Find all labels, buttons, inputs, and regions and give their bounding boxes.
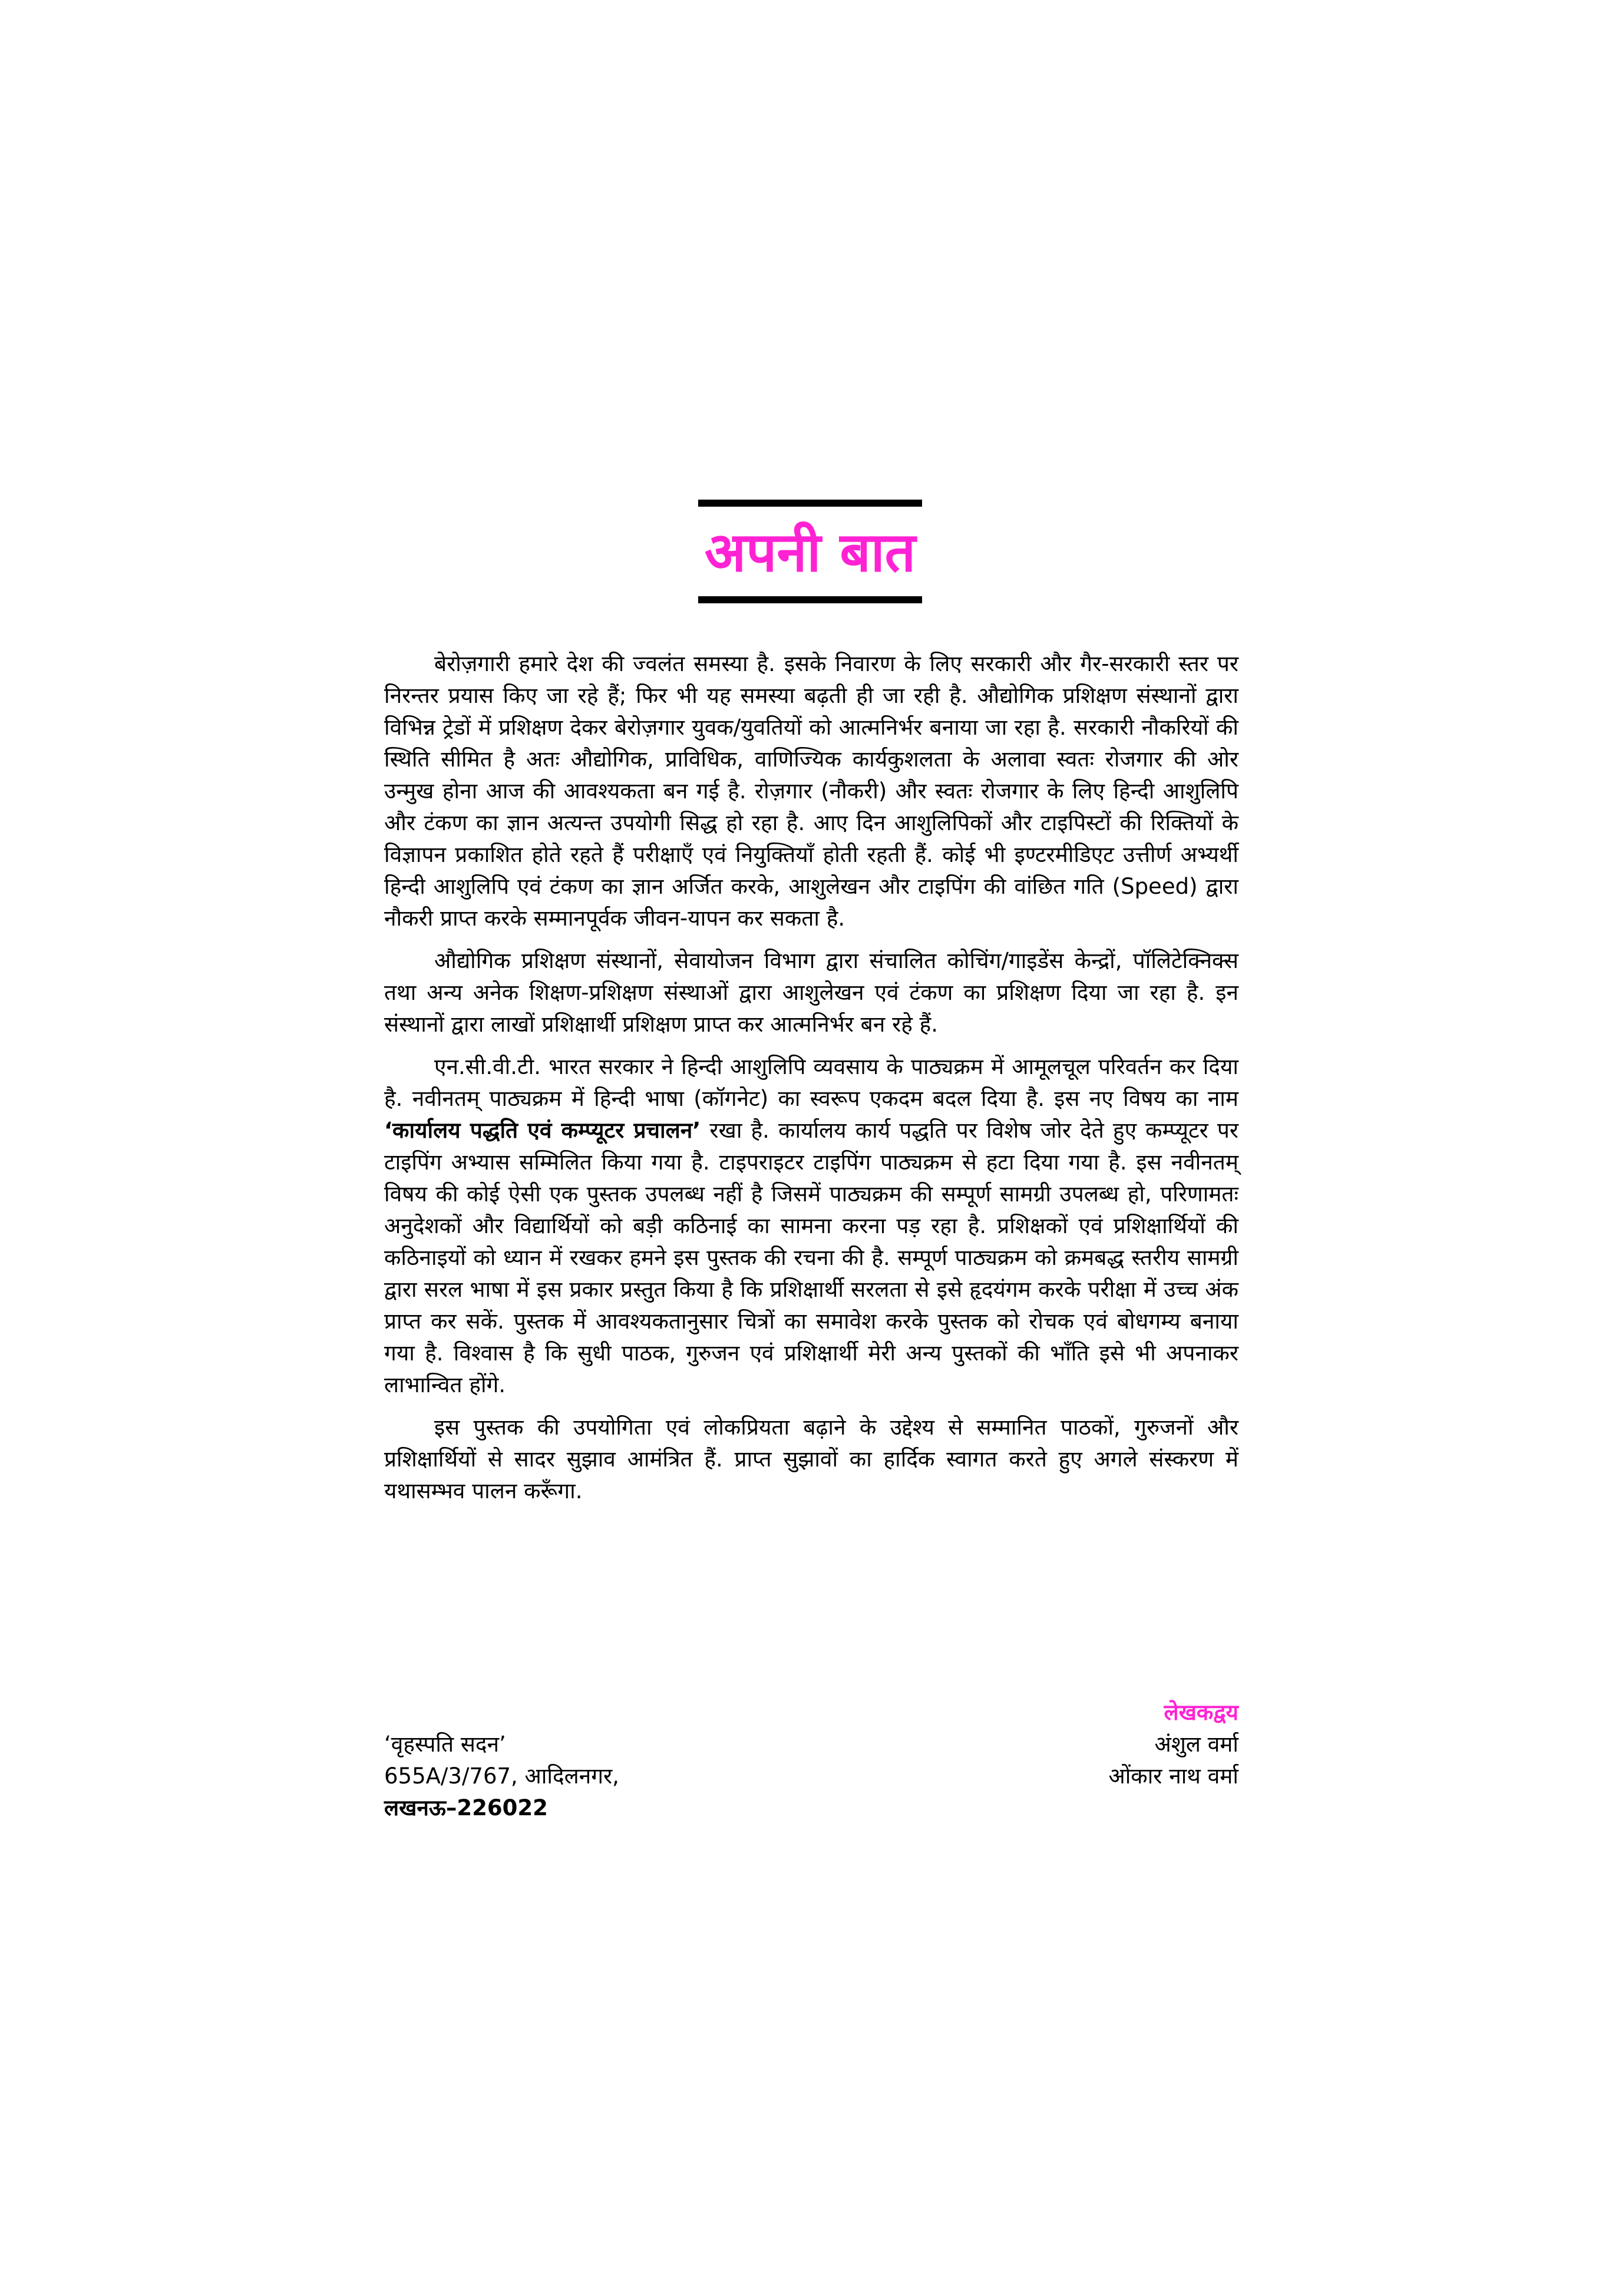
signoff-row-1 (384, 1729, 1238, 1760)
paragraph-3-text-start: एन.सी.वी.टी. भारत सरकार ने हिन्दी आशुलिपि व्यवसाय के पाठ्यक्रम में आमूलचूल परिवर्तन कर दिया है. नवीनतम् पाठ्यक्रम में हिन्दी भाषा (कॉगनेट) का स्वरूप एकदम बदल दिया है. इस नए विषय का नाम (384, 1054, 1238, 1111)
title-rule-bottom (698, 596, 922, 603)
paragraph-2 (384, 945, 1238, 1040)
paragraph-2-text: औद्योगिक प्रशिक्षण संस्थानों, सेवायोजन विभाग द्वारा संचालित कोचिंग/गाइडेंस केन्द्रों, पॉलिटेक्निक्स तथा अन्य अनेक शिक्षण-प्रशिक्षण संस्थाओं द्वारा आशुलेखन एवं टंकण का प्रशिक्षण दिया जा रहा है. इन संस्थानों द्वारा लाखों प्रशिक्षार्थी प्रशिक्षण प्राप्त कर आत्मनिर्भर बन रहे हैं. (384, 948, 1238, 1037)
preface-body (384, 648, 1238, 1518)
signoff-block (384, 1697, 1238, 1824)
authors-label: लेखकद्वय (1164, 1700, 1238, 1725)
address-line-2: 655A/3/767, आदिलनगर, (384, 1763, 619, 1789)
signoff-row-3 (384, 1792, 1238, 1824)
signoff-row-2 (384, 1760, 1238, 1792)
address-line-3: लखनऊ–226022 (384, 1795, 548, 1821)
author-name-2: ओंकार नाथ वर्मा (1108, 1763, 1238, 1789)
address-line-1: ‘वृहस्पति सदन’ (384, 1732, 506, 1757)
paragraph-4-text: इस पुस्तक की उपयोगिता एवं लोकप्रियता बढ़ाने के उद्देश्य से सम्मानित पाठकों, गुरुजनों और प्रशिक्षार्थियों से सादर सुझाव आमंत्रित हैं. प्राप्त सुझावों का हार्दिक स्वागत करते हुए अगले संस्करण में यथासम्भव पालन करूँगा. (384, 1415, 1238, 1504)
subject-name-highlight: ‘कार्यालय पद्धति एवं कम्प्यूटर प्रचालन’ (384, 1118, 701, 1143)
title-rule-top (698, 500, 922, 507)
paragraph-1 (384, 648, 1238, 934)
page-title: अपनी बात (704, 521, 916, 584)
paragraph-4 (384, 1412, 1238, 1507)
paragraph-1-text: बेरोज़गारी हमारे देश की ज्वलंत समस्या है. इसके निवारण के लिए सरकारी और गैर-सरकारी स्तर पर निरन्तर प्रयास किए जा रहे हैं; फिर भी यह समस्या बढ़ती ही जा रही है. औद्योगिक प्रशिक्षण संस्थानों द्वारा विभिन्न ट्रेडों में प्रशिक्षण देकर बेरोज़गार युवक/युवतियों को आत्मनिर्भर बनाया जा रहा है. सरकारी नौकरियों की स्थिति सीमित है अतः औद्योगिक, प्राविधिक, वाणिज्यिक कार्यकुशलता के अलावा स्वतः रोजगार की ओर उन्मुख होना आज की आवश्यकता बन गई है. रोज़गार (नौकरी) और स्वतः रोजगार के लिए हिन्दी आशुलिपि और टंकण का ज्ञान अत्यन्त उपयोगी सिद्ध हो रहा है. आए दिन आशुलिपिकों और टाइपिस्टों की रिक्तियों के विज्ञापन प्रकाशित होते रहते हैं परीक्षाएँ एवं नियुक्तियाँ होती रहती हैं. कोई भी इण्टरमीडिएट उत्तीर्ण अभ्यर्थी हिन्दी आशुलिपि एवं टंकण का ज्ञान अर्जित करके, आशुलेखन और टाइपिंग की वांछित गति (Speed) द्वारा नौकरी प्राप्त करके सम्मानपूर्वक जीवन-यापन कर सकता है. (384, 651, 1238, 931)
paragraph-3 (384, 1051, 1238, 1401)
paragraph-3-text-end: रखा है. कार्यालय कार्य पद्धति पर विशेष जोर देते हुए कम्प्यूटर पर टाइपिंग अभ्यास सम्मिलित किया गया है. टाइपराइटर टाइपिंग पाठ्यक्रम से हटा दिया गया है. इस नवीनतम् विषय की कोई ऐसी एक पुस्तक उपलब्ध नहीं है जिसमें पाठ्यक्रम की सम्पूर्ण सामग्री उपलब्ध हो, परिणामतः अनुदेशकों और विद्यार्थियों को बड़ी कठिनाई का सामना करना पड़ रहा है. प्रशिक्षकों एवं प्रशिक्षार्थियों की कठिनाइयों को ध्यान में रखकर हमने इस पुस्तक की रचना की है. सम्पूर्ण पाठ्यक्रम को क्रमबद्ध स्तरीय सामग्री द्वारा सरल भाषा में इस प्रकार प्रस्तुत किया है कि प्रशिक्षार्थी सरलता से इसे हृदयंगम करके परीक्षा में उच्च अंक प्राप्त कर सकें. पुस्तक में आवश्यकतानुसार चित्रों का समावेश करके पुस्तक को रोचक एवं बोधगम्य बनाया गया है. विश्वास है कि सुधी पाठक, गुरुजन एवं प्रशिक्षार्थी मेरी अन्य पुस्तकों की भाँति इसे भी अपनाकर लाभान्वित होंगे. (384, 1118, 1239, 1398)
author-name-1: अंशुल वर्मा (1154, 1732, 1238, 1757)
